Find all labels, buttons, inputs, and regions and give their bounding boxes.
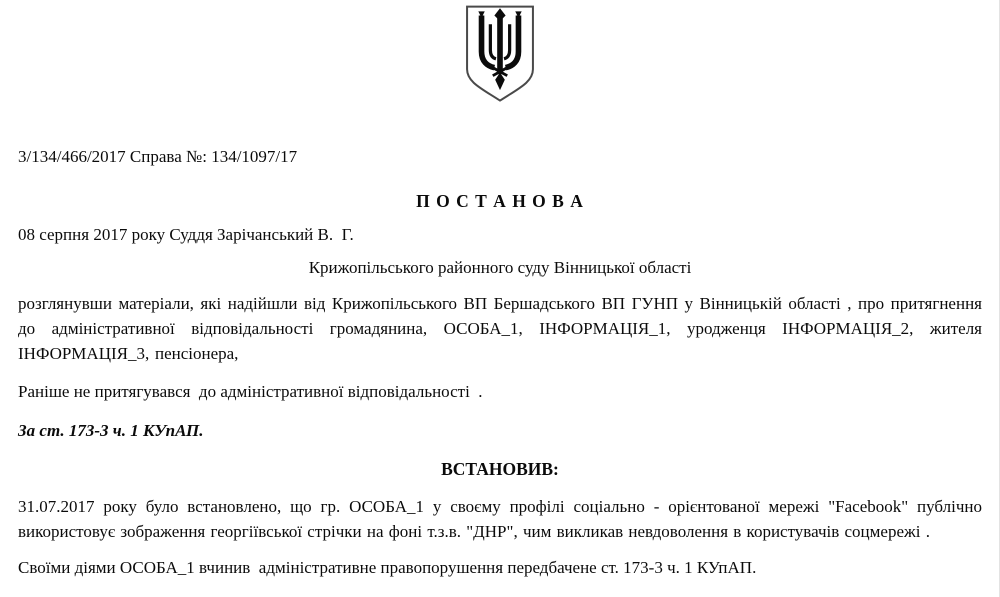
emblem-container: [18, 0, 982, 101]
facts-paragraph: 31.07.2017 року було встановлено, що гр. ОСОБА_1 у своєму профілі соціально - орієнтованої мережі "Facebook" публічно використовує зображення георгіївської стрічки на фоні т.з.в. "ДНР", чим викликав невдоволення в користувачів соцмережі .: [18, 497, 982, 541]
court-name-line: Крижопільського районного суду Вінницької області: [308, 258, 692, 277]
conclusion-line: Своїми діями ОСОБА_1 вчинив адміністративне правопорушення передбачене ст. 173-3 ч. 1 КУпАП.: [18, 558, 757, 577]
intro-paragraph: розглянувши матеріали, які надійшли від Крижопільського ВП Бершадського ВП ГУНП у Вінницькій області , про притягнення до адміністративної відповідальності громадянина, ОСОБА_1, ІНФОРМАЦІЯ_1, уродженця ІНФОРМАЦІЯ_2, жителя ІНФОРМАЦІЯ_3, пенсіонера,: [18, 294, 982, 363]
prior-record-line: Раніше не притягувався до адміністративної відповідальності .: [18, 382, 483, 401]
article-reference-line: За ст. 173-3 ч. 1 КУпАП.: [18, 421, 204, 440]
case-number-line: 3/134/466/2017 Справа №: 134/1097/17: [18, 147, 298, 166]
date-and-judge-line: 08 серпня 2017 року Суддя Зарічанський В. Г.: [18, 225, 354, 244]
document-title: П О С Т А Н О В А: [416, 191, 584, 211]
ukraine-trident-emblem-icon: [459, 5, 541, 103]
established-heading: ВСТАНОВИВ:: [441, 459, 559, 479]
